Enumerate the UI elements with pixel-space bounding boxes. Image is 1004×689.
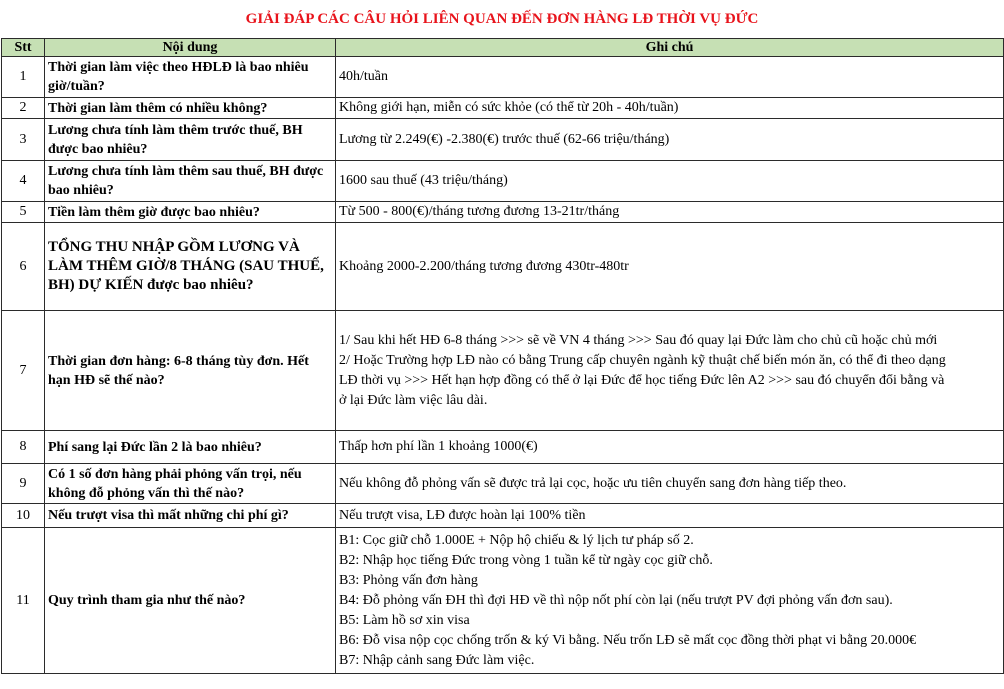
answer-line: B3: Phỏng vấn đơn hàng: [339, 572, 478, 588]
table-row: [2, 528, 1004, 674]
question-cell: Nếu trượt visa thì mất những chi phí gì?: [45, 504, 336, 528]
row-number: 9: [2, 464, 45, 504]
row-number: 5: [2, 202, 45, 223]
answer-line: B6: Đỗ visa nộp cọc chống trốn & ký Vi bằng. Nếu trốn LĐ sẽ mất cọc đồng thời phạt vi bằng 20.000€: [339, 632, 917, 648]
row-number: 4: [2, 161, 45, 202]
page-title: GIẢI ĐÁP CÁC CÂU HỎI LIÊN QUAN ĐẾN ĐƠN HÀNG LĐ THỜI VỤ ĐỨC: [245, 11, 759, 27]
row-number: 1: [2, 57, 45, 98]
answer-line: B7: Nhập cảnh sang Đức làm việc.: [339, 652, 535, 668]
row-number: 3: [2, 119, 45, 161]
table-row: [2, 202, 1004, 223]
question-cell: Lương chưa tính làm thêm trước thuế, BH được bao nhiêu?: [45, 119, 336, 161]
question-cell: Thời gian đơn hàng: 6-8 tháng tùy đơn. Hết hạn HĐ sẽ thế nào?: [45, 311, 336, 431]
table-row: [2, 161, 1004, 202]
row-number: 2: [2, 98, 45, 119]
question-cell: Quy trình tham gia như thế nào?: [45, 528, 336, 674]
table-row: [2, 57, 1004, 98]
answer-cell: Lương từ 2.249(€) -2.380(€) trước thuế (62-66 triệu/tháng): [336, 119, 1004, 161]
header-content: Nội dung: [45, 39, 336, 57]
question-cell: Phí sang lại Đức lần 2 là bao nhiêu?: [45, 431, 336, 464]
table-row: [2, 119, 1004, 161]
answer-line: 1/ Sau khi hết HĐ 6-8 tháng >>> sẽ về VN 4 tháng >>> Sau đó quay lại Đức làm cho chủ cũ hoặc chủ mới: [339, 332, 938, 348]
answer-cell: Khoảng 2000-2.200/tháng tương đương 430tr-480tr: [336, 223, 1004, 311]
question-cell: TỔNG THU NHẬP GỒM LƯƠNG VÀ LÀM THÊM GIỜ/8 THÁNG (SAU THUẾ, BH) DỰ KIẾN được bao nhiêu?: [45, 223, 336, 311]
row-number: 8: [2, 431, 45, 464]
answer-line: B2: Nhập học tiếng Đức trong vòng 1 tuần kể từ ngày cọc giữ chỗ.: [339, 552, 713, 568]
answer-cell: Không giới hạn, miễn có sức khỏe (có thể từ 20h - 40h/tuần): [336, 98, 1004, 119]
table-row: [2, 464, 1004, 504]
row-number: 10: [2, 504, 45, 528]
table-row: [2, 431, 1004, 464]
answer-line: B1: Cọc giữ chỗ 1.000E + Nộp hộ chiếu & lý lịch tư pháp số 2.: [339, 532, 694, 548]
question-cell: Thời gian làm thêm có nhiều không?: [45, 98, 336, 119]
table-row: [2, 504, 1004, 528]
table-row: [2, 98, 1004, 119]
table-row: [2, 311, 1004, 431]
answer-line: B5: Làm hồ sơ xin visa: [339, 612, 470, 628]
faq-table: [1, 38, 1004, 674]
answer-line: ở lại Đức làm việc lâu dài.: [339, 392, 488, 408]
answer-cell: 1600 sau thuế (43 triệu/tháng): [336, 161, 1004, 202]
answer-line: B4: Đỗ phỏng vấn ĐH thì đợi HĐ về thì nộp nốt phí còn lại (nếu trượt PV đợi phỏng vấn đơn sau).: [339, 592, 893, 608]
answer-cell: Nếu trượt visa, LĐ được hoàn lại 100% tiền: [336, 504, 1004, 528]
question-cell: Lương chưa tính làm thêm sau thuế, BH được bao nhiêu?: [45, 161, 336, 202]
answer-cell: [336, 528, 1004, 674]
answer-cell: Thấp hơn phí lần 1 khoảng 1000(€): [336, 431, 1004, 464]
row-number: 11: [2, 528, 45, 674]
table-row: [2, 223, 1004, 311]
answer-line: 2/ Hoặc Trường hợp LĐ nào có bằng Trung cấp chuyên ngành kỹ thuật chế biến món ăn, có thể đi theo dạng: [339, 352, 946, 368]
answer-cell: 40h/tuần: [336, 57, 1004, 98]
answer-cell: Nếu không đỗ phỏng vấn sẽ được trả lại cọc, hoặc ưu tiên chuyển sang đơn hàng tiếp theo.: [336, 464, 1004, 504]
answer-line: LĐ thời vụ >>> Hết hạn hợp đồng có thể ở lại Đức để học tiếng Đức lên A2 >>> sau đó chuyển đổi bằng và: [339, 372, 945, 388]
question-cell: Thời gian làm việc theo HĐLĐ là bao nhiêu giờ/tuần?: [45, 57, 336, 98]
question-cell: Tiền làm thêm giờ được bao nhiêu?: [45, 202, 336, 223]
header-row: [2, 39, 1004, 57]
answer-cell: Từ 500 - 800(€)/tháng tương đương 13-21tr/tháng: [336, 202, 1004, 223]
row-number: 6: [2, 223, 45, 311]
answer-cell: [336, 311, 1004, 431]
header-stt: Stt: [2, 39, 45, 57]
question-cell: Có 1 số đơn hàng phải phỏng vấn trọi, nếu không đỗ phỏng vấn thì thế nào?: [45, 464, 336, 504]
header-note: Ghi chú: [336, 39, 1004, 57]
row-number: 7: [2, 311, 45, 431]
